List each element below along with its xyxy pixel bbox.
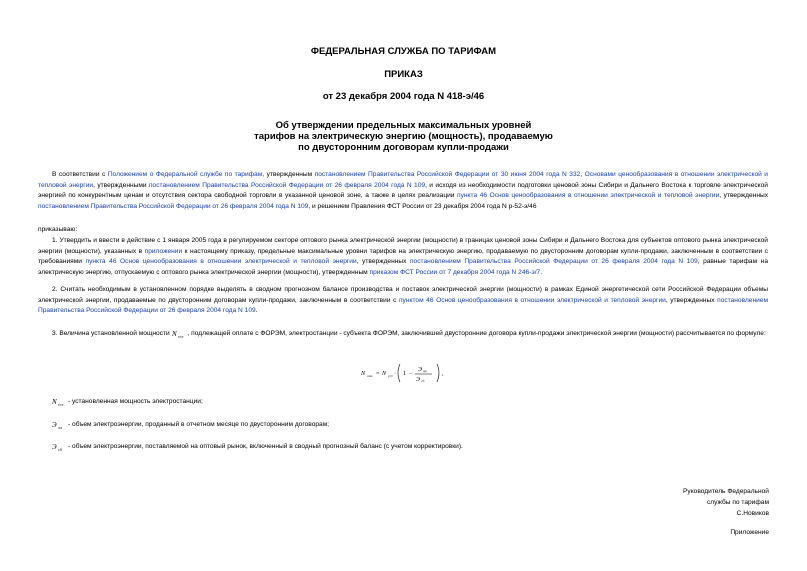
doc-title-line: тарифов на электрическую энергию (мощность), продаваемую [254, 131, 553, 142]
text: . [540, 268, 543, 276]
svg-text:уст: уст [177, 334, 184, 339]
link-gov-decree-332[interactable]: постановлением Правительства Российской Федерации от 30 июня 2004 года N 332 [314, 171, 581, 178]
text: , утвержденных [356, 258, 410, 266]
svg-text:N: N [171, 330, 177, 339]
text: 2. Считать необходимым в установленном порядке выделять в сводном прогнозном балансе производства и поставок электрической энергии (мощности) в рамках Единой энергетической сети Российской Федерации объемы электрической энергии, продаваемые по двусторонним договорам купли-продажи, заключенным в соответствии с [38, 286, 768, 304]
text: . [255, 307, 258, 315]
definition-balance-volume [52, 442, 463, 451]
link-pricing-item-46[interactable]: пункта 46 Основ ценообразования в отношении электрической и тепловой энергии [85, 258, 357, 266]
svg-text:Э: Э [52, 421, 57, 430]
balance-volume-symbol [52, 442, 66, 450]
svg-text:уст: уст [58, 402, 64, 407]
definition-installed-power [52, 397, 203, 406]
text: к настоящему приказу, предельные максимальные уровни тарифов на электрическую энергию, продаваемую по двусторонним договорам купли-продажи, заключенным в соответствии с требованиями [38, 247, 768, 266]
svg-text:·: · [394, 371, 396, 377]
svg-text:N: N [382, 371, 387, 377]
link-gov-decree-109[interactable]: постановлением Правительства Российской Федерации от 26 февраля 2004 года N 109 [409, 258, 698, 266]
appendix-label: Приложение [730, 529, 769, 536]
doc-type: ПРИКАЗ [384, 69, 423, 80]
svg-text:дд: дд [423, 369, 427, 373]
order-item-1 [38, 236, 768, 278]
text: , [580, 171, 585, 178]
definition-bilateral-volume [52, 420, 329, 429]
installed-power-symbol [172, 329, 186, 337]
link-pricing-item-46[interactable]: пунктом 46 Основ ценообразования в отношении электрической и тепловой энергии [398, 296, 666, 304]
link-gov-decree-109[interactable]: постановлением Правительства Российской Федерации от 26 февраля 2004 года N 109 [38, 296, 768, 315]
svg-text:уст: уст [388, 374, 393, 378]
text: , равные тарифам на электрическую энергию, отпускаемую с оптового рынка электрической энергии (мощности), утвержденным [38, 258, 768, 276]
link-pricing-item-46[interactable]: пункта 46 Основ ценообразования в отношении электрической и тепловой энергии [457, 192, 720, 200]
svg-text:,: , [442, 371, 444, 377]
doc-title-line: по двусторонним договорам купли-продажи [298, 142, 509, 153]
svg-text:дд: дд [58, 425, 63, 430]
svg-text:сб: сб [421, 379, 425, 383]
order-item-3 [38, 326, 768, 341]
signature-block [683, 486, 769, 519]
definition-text: - объем электроэнергии, проданный в отчетном месяце по двусторонним договорам; [68, 421, 330, 428]
orders-label: приказываю: [38, 226, 78, 233]
preamble-paragraph [38, 170, 768, 212]
link-appendix[interactable]: приложении [144, 247, 183, 255]
text: , утвержденных [665, 296, 718, 304]
svg-text:N: N [52, 398, 57, 407]
formula-image [360, 361, 452, 385]
svg-text:Э: Э [52, 443, 57, 452]
signature-position: Руководитель Федеральной [683, 488, 769, 495]
doc-title [0, 120, 807, 153]
text: 3. Величина установленной мощности [52, 330, 172, 337]
signature-name: С.Новиков [736, 510, 769, 517]
link-gov-decree-109[interactable]: постановлением Правительства Российской Федерации от 26 февраля 2004 года N 109 [38, 202, 309, 210]
text: , подлежащей оплате с ФОРЭМ, электростанции - субъекта ФОРЭМ, заключившей двусторонние договора купли-продажи электрической энергии (мощности) рассчитывается по формуле: [187, 330, 766, 337]
link-fst-order-246[interactable]: приказом ФСТ России от 7 декабря 2004 года N 246-э/7 [369, 268, 541, 276]
svg-text:−: − [409, 371, 413, 377]
order-item-2 [38, 285, 768, 317]
text: , и решением Правления ФСТ России от 23 декабря 2004 года N р-52-э/46 [308, 202, 537, 210]
signature-position: службы по тарифам [706, 499, 769, 506]
svg-text:опл: опл [367, 374, 373, 378]
installed-power-symbol [52, 397, 66, 405]
svg-text:=: = [376, 371, 380, 377]
doc-date-number: от 23 декабря 2004 года N 418-э/46 [322, 91, 485, 102]
text: В соответствии с [52, 171, 108, 178]
definition-text: - установленная мощность электростанции; [68, 398, 203, 405]
svg-text:Э: Э [418, 367, 422, 373]
bilateral-volume-symbol [52, 420, 66, 428]
svg-text:N: N [361, 371, 366, 377]
svg-text:1: 1 [403, 371, 406, 377]
doc-title-line: Об утверждении предельных максимальных уровней [275, 120, 532, 131]
text: , утвержденным [262, 171, 315, 178]
text: , и исходя из необходимости подготовки ценовой зоны Сибири и Дальнего Востока к торговле электрической энергией по конкурентным ценам и отсутствия сектора свободной торговли в указанной ценовой зоне, а также в целях реализации [38, 181, 768, 200]
text: , утвержденными [93, 181, 149, 189]
text: , утвержденных [719, 192, 768, 200]
definition-text: - объем электроэнергии, поставляемой на оптовый рынок, включенный в сводный прогнозный баланс (с учетом корректировки). [68, 443, 463, 450]
agency-name: ФЕДЕРАЛЬНАЯ СЛУЖБА ПО ТАРИФАМ [310, 46, 497, 57]
link-fst-regulation[interactable]: Положением о Федеральной службе по тарифам [107, 171, 263, 178]
svg-text:Э: Э [416, 377, 420, 383]
link-gov-decree-109[interactable]: постановлением Правительства Российской Федерации от 26 февраля 2004 года N 109 [148, 181, 426, 189]
svg-text:сб: сб [58, 447, 62, 452]
link-pricing-basics[interactable]: Основами ценообразования в отношении электрической и тепловой энергии [38, 171, 768, 189]
text: 1. Утвердить и ввести в действие с 1 января 2005 года в регулируемом секторе оптового рынка электрической энергии (мощности) в границах ценовой зоны Сибири и Дальнего Востока для субъектов оптового рынка электрической энергии (мощности), указанных в [38, 237, 768, 255]
